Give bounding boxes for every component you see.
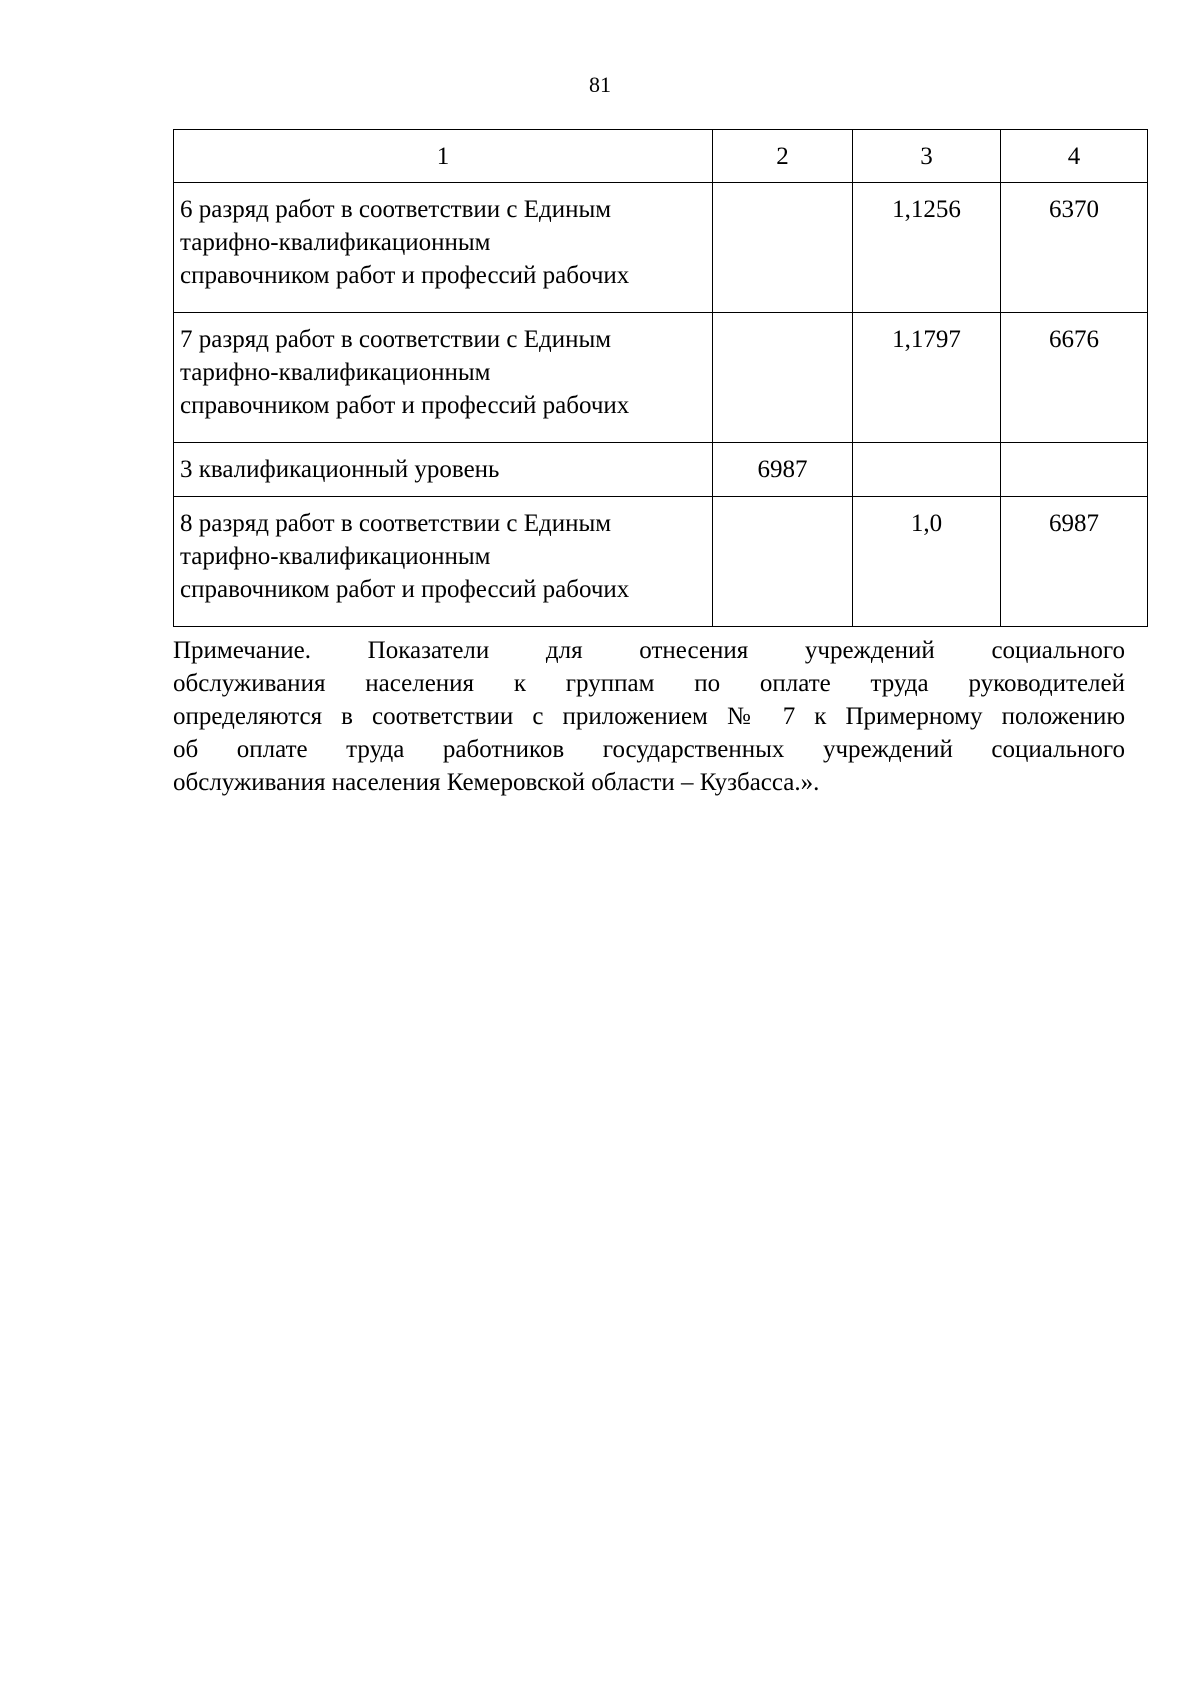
note-line: обслуживания населения Кемеровской области – Кузбасса.».	[173, 769, 820, 796]
cell-text-line: тарифно-квалификационным	[180, 543, 491, 570]
qualification-level-cell	[174, 443, 713, 497]
cell-text-line: справочником работ и профессий рабочих	[180, 262, 630, 289]
cell-text-line: тарифно-квалификационным	[180, 229, 491, 256]
coefficient-cell: 1,0	[853, 497, 1001, 627]
job-description-cell	[174, 183, 713, 313]
note-paragraph	[173, 634, 1125, 799]
cell-text-line: справочником работ и профессий рабочих	[180, 576, 630, 603]
cell-text-line: 8 разряд работ в соответствии с Единым	[180, 510, 612, 537]
coefficient-cell	[853, 443, 1001, 497]
header-cell-1: 1	[174, 130, 713, 183]
cell-text-line: 6 разряд работ в соответствии с Единым	[180, 196, 612, 223]
note-line: обслуживания населения к группам по оплате труда руководителей	[173, 670, 1125, 697]
job-description-cell	[174, 313, 713, 443]
salary-cell: 6676	[1001, 313, 1148, 443]
base-salary-cell: 6987	[713, 443, 853, 497]
cell-text-line: 7 разряд работ в соответствии с Единым	[180, 326, 612, 353]
cell-text-line: тарифно-квалификационным	[180, 359, 491, 386]
cell-text-line: 3 квалификационный уровень	[180, 456, 500, 483]
base-salary-cell	[713, 497, 853, 627]
salary-cell: 6987	[1001, 497, 1148, 627]
table-header-row	[174, 130, 1148, 183]
salary-cell	[1001, 443, 1148, 497]
salary-cell: 6370	[1001, 183, 1148, 313]
header-cell-4: 4	[1001, 130, 1148, 183]
cell-text-line: справочником работ и профессий рабочих	[180, 392, 630, 419]
table-row	[174, 183, 1148, 313]
coefficient-cell: 1,1797	[853, 313, 1001, 443]
coefficient-cell: 1,1256	[853, 183, 1001, 313]
header-cell-3: 3	[853, 130, 1001, 183]
table-row	[174, 497, 1148, 627]
job-description-cell	[174, 497, 713, 627]
base-salary-cell	[713, 183, 853, 313]
note-line: определяются в соответствии с приложением № 7 к Примерному положению	[173, 703, 1125, 730]
note-line: об оплате труда работников государственных учреждений социального	[173, 736, 1125, 763]
base-salary-cell	[713, 313, 853, 443]
page-number: 81	[589, 72, 611, 97]
table-row	[174, 313, 1148, 443]
note-line: Примечание. Показатели для отнесения учреждений социального	[173, 637, 1125, 664]
table-row	[174, 443, 1148, 497]
salary-table	[173, 129, 1148, 627]
header-cell-2: 2	[713, 130, 853, 183]
